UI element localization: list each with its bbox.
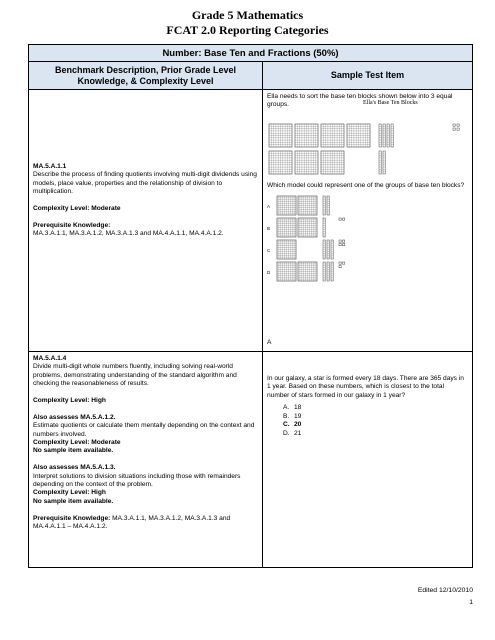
one-unit-block bbox=[339, 218, 341, 220]
one-unit-block bbox=[343, 262, 345, 264]
also-assesses-text: Estimate quotients or calculate them mentally depending on the context and numbers involved. bbox=[33, 422, 255, 438]
benchmark-description: Divide multi-digit whole numbers fluently, including solving real-world problems, demonstrating understanding of the standard algorithm and checking the reasonableness of results. bbox=[33, 363, 237, 388]
one-unit-block bbox=[457, 124, 459, 126]
also-assesses-label: Also assesses MA.5.A.1.3. bbox=[33, 464, 116, 472]
ten-rod-block bbox=[323, 240, 325, 259]
hundred-flat-block bbox=[298, 196, 317, 215]
sample-item-cell-1 bbox=[263, 90, 473, 352]
ten-rod-block bbox=[383, 124, 385, 147]
col-header-sample: Sample Test Item bbox=[263, 62, 473, 90]
option-value: 18 bbox=[294, 404, 302, 412]
model-option-letter: D bbox=[267, 270, 271, 276]
also-assesses-text: Interpret solutions to division situations including those with remainders depending on the context of the problem. bbox=[33, 472, 241, 489]
one-unit-block bbox=[343, 240, 345, 242]
option-letter: D. bbox=[283, 430, 290, 437]
no-sample-note: No sample item available. bbox=[33, 497, 114, 505]
one-unit-block bbox=[339, 266, 341, 268]
hundred-flat-block bbox=[277, 262, 296, 281]
hundred-flat-block bbox=[277, 196, 296, 215]
page-number: 1 bbox=[469, 599, 473, 606]
option-letter: B. bbox=[283, 412, 290, 420]
complexity-level: Complexity Level: Moderate bbox=[33, 205, 121, 213]
hundred-flat-block bbox=[298, 218, 317, 237]
ten-rod-block bbox=[327, 240, 329, 259]
no-sample-note: No sample item available. bbox=[33, 447, 114, 455]
item-question: In our galaxy, a star is formed every 18 days. There are 365 days in 1 year. Based on these numbers, which is closest to the total number of stars formed in our galaxy in 1 year? bbox=[267, 375, 464, 399]
hundred-flat-block bbox=[295, 151, 318, 174]
one-unit-block bbox=[343, 218, 345, 220]
hundred-flat-block bbox=[321, 151, 344, 174]
ten-rod-block bbox=[331, 262, 333, 281]
option-value: 21 bbox=[294, 430, 302, 437]
answer-option bbox=[283, 430, 468, 439]
answer-option bbox=[283, 413, 468, 422]
one-unit-block bbox=[339, 244, 341, 246]
answer-label: A bbox=[267, 338, 272, 346]
complexity-level: Complexity Level: High bbox=[33, 397, 106, 405]
prereq-text: MA.3.A.1.1, MA.3.A.1.2, MA.3.A.1.3 and MA.4.A.1.1 – MA.4.A.1.2. bbox=[33, 514, 231, 531]
item-question: Which model could represent one of the groups of base ten blocks? bbox=[267, 181, 465, 189]
sample-item-cell-2 bbox=[263, 352, 473, 568]
hundred-flat-block bbox=[269, 151, 292, 174]
prereq-label: Prerequisite Knowledge: bbox=[33, 514, 111, 522]
option-letter: C. bbox=[283, 421, 290, 429]
hundred-flat-block bbox=[295, 124, 318, 147]
one-unit-block bbox=[343, 244, 345, 246]
prereq-label: Prerequisite Knowledge: bbox=[33, 221, 111, 229]
answer-models-figure bbox=[267, 194, 467, 286]
ten-rod-block bbox=[323, 262, 325, 281]
hundred-flat-block bbox=[347, 124, 370, 147]
answer-option bbox=[283, 404, 468, 413]
base-ten-blocks-figure bbox=[267, 118, 467, 176]
ten-rod-block bbox=[331, 240, 333, 259]
one-unit-block bbox=[339, 240, 341, 242]
ten-rod-block bbox=[379, 124, 381, 147]
hundred-flat-block bbox=[277, 218, 296, 237]
model-option-letter: B bbox=[267, 226, 271, 232]
one-unit-block bbox=[457, 128, 459, 130]
ten-rod-block bbox=[379, 151, 381, 174]
hundred-flat-block bbox=[269, 124, 292, 147]
hundred-flat-block bbox=[298, 262, 317, 281]
ten-rod-block bbox=[387, 124, 389, 147]
option-letter: A. bbox=[283, 404, 290, 412]
benchmark-id: MA.5.A.1.1 bbox=[33, 163, 67, 170]
ten-rod-block bbox=[327, 262, 329, 281]
also-assesses-complexity: Complexity Level: High bbox=[33, 489, 106, 497]
hundred-flat-block bbox=[321, 124, 344, 147]
one-unit-block bbox=[453, 124, 455, 126]
answer-options bbox=[267, 404, 468, 438]
blocks-title: Ella's Base Ten Blocks bbox=[363, 100, 418, 106]
prereq-line bbox=[33, 515, 258, 532]
option-value: 20 bbox=[294, 421, 302, 429]
ten-rod-block bbox=[391, 124, 393, 147]
model-option-letter: C bbox=[267, 248, 271, 254]
one-unit-block bbox=[453, 128, 455, 130]
col-header-benchmark: Benchmark Description, Prior Grade Level Knowledge, & Complexity Level bbox=[29, 62, 263, 90]
item-text-line-2: groups. bbox=[267, 101, 289, 109]
page-title bbox=[0, 8, 495, 38]
edited-date: Edited 12/10/2010 bbox=[417, 587, 473, 594]
model-option-letter: A bbox=[267, 204, 271, 210]
reporting-table bbox=[28, 44, 473, 568]
ten-rod-block bbox=[327, 196, 329, 215]
benchmark-cell-2 bbox=[29, 352, 263, 568]
title-line-1: Grade 5 Mathematics bbox=[191, 8, 304, 22]
one-unit-block bbox=[339, 262, 341, 264]
footer bbox=[418, 585, 473, 609]
ten-rod-block bbox=[383, 151, 385, 174]
ten-rod-block bbox=[323, 196, 325, 215]
also-assesses-label: Also assesses MA.5.A.1.2. bbox=[33, 413, 116, 421]
title-line-2: FCAT 2.0 Reporting Categories bbox=[166, 23, 329, 37]
also-assesses-complexity: Complexity Level: Moderate bbox=[33, 439, 121, 447]
prereq-text: MA.3.A.1.1, MA.3.A.1.2, MA.3.A.1.3 and MA.4.A.1.1, MA.4.A.1.2. bbox=[33, 230, 224, 238]
benchmark-description: Describe the process of finding quotients involving multi-digit dividends using models, place value, properties and the relationship of division to multiplication. bbox=[33, 171, 257, 196]
answer-option-correct bbox=[283, 421, 468, 430]
option-value: 19 bbox=[294, 412, 302, 420]
benchmark-id: MA.5.A.1.4 bbox=[33, 355, 67, 362]
ten-rod-block bbox=[323, 218, 325, 237]
item-text-line-1: Ella needs to sort the base ten blocks shown below into 3 equal bbox=[267, 93, 453, 100]
category-header: Number: Base Ten and Fractions (50%) bbox=[29, 45, 473, 62]
hundred-flat-block bbox=[277, 240, 296, 259]
benchmark-cell-1 bbox=[29, 90, 263, 352]
